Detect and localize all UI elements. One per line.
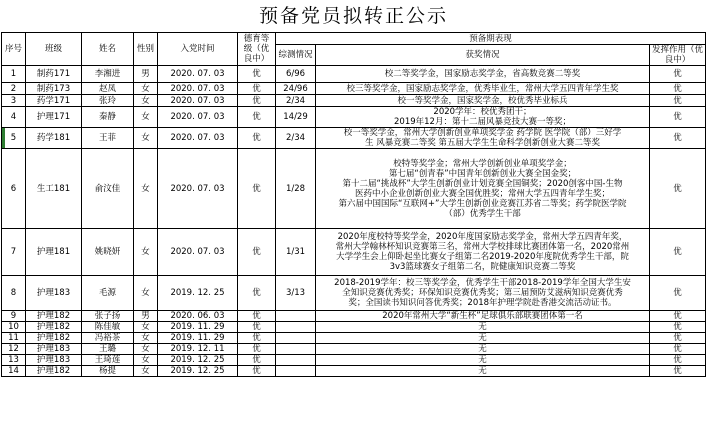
award-line: 第六届中国国际“互联网+”大学生创新创业竞赛江苏省二等奖；药学院医学院: [338, 198, 627, 209]
cell-role[interactable]: 优: [650, 107, 706, 128]
cell-role[interactable]: 优: [650, 83, 706, 95]
award-line: 全知识竞赛优秀奖；环保知识竞赛优秀奖；第三届预防艾滋病知识竞赛优秀: [342, 288, 623, 298]
table-row: [2, 366, 706, 377]
cell-role[interactable]: 优: [650, 366, 706, 377]
header-gender: 性别: [134, 33, 158, 66]
header-no: 序号: [2, 33, 26, 66]
award-line: 2020年常州大学“新生杯”足球俱乐部联赛团体第一名: [382, 311, 583, 321]
cell-moral[interactable]: 优: [238, 229, 276, 276]
cell-name[interactable]: 张玲: [82, 95, 134, 107]
cell-awards[interactable]: [316, 83, 650, 95]
cell-rank[interactable]: 3/13: [276, 276, 316, 311]
award-line: 无: [478, 333, 487, 343]
award-line: 第十二届“挑战杯”大学生创新创业计划竞赛全国铜奖；2020创客中国-生物: [342, 178, 623, 189]
cell-no[interactable]: 14: [2, 366, 26, 377]
cell-name[interactable]: 俞汶佳: [82, 149, 134, 229]
cell-class[interactable]: 生工181: [26, 149, 82, 229]
award-line: 校特等奖学金；常州大学创新创业单项奖学金；: [393, 158, 572, 169]
cell-date[interactable]: 2020. 07. 03: [158, 128, 238, 149]
cell-gender[interactable]: 女: [134, 95, 158, 107]
award-line: 生 风暴竞赛二等奖 第五届大学生生命科学创新创业大赛二等奖: [365, 138, 600, 148]
cell-no[interactable]: 10: [2, 322, 26, 333]
cell-rank[interactable]: 1/31: [276, 229, 316, 276]
cell-gender[interactable]: 女: [134, 344, 158, 355]
table-row: [2, 107, 706, 128]
cell-no[interactable]: 5: [2, 128, 26, 149]
cell-gender[interactable]: 女: [134, 128, 158, 149]
table-row: [2, 83, 706, 95]
cell-date[interactable]: 2019. 11. 29: [158, 322, 238, 333]
cell-moral[interactable]: 优: [238, 128, 276, 149]
cell-no[interactable]: 8: [2, 276, 26, 311]
header-rank: 综测情况: [276, 45, 316, 66]
table-row: [2, 66, 706, 83]
cell-class[interactable]: 护理181: [26, 229, 82, 276]
cell-moral[interactable]: 优: [238, 149, 276, 229]
award-line: （部）优秀学生干部: [444, 208, 521, 219]
cell-role[interactable]: 优: [650, 229, 706, 276]
cell-no[interactable]: 3: [2, 95, 26, 107]
cell-gender[interactable]: 女: [134, 322, 158, 333]
award-line: 2020学年：校优秀团干；: [433, 107, 532, 117]
cell-gender[interactable]: 女: [134, 333, 158, 344]
cell-class[interactable]: 护理183: [26, 355, 82, 366]
cell-rank[interactable]: 2/34: [276, 128, 316, 149]
cell-date[interactable]: 2020. 07. 03: [158, 107, 238, 128]
cell-date[interactable]: 2020. 07. 03: [158, 83, 238, 95]
cell-class[interactable]: 护理171: [26, 107, 82, 128]
cell-rank[interactable]: 14/29: [276, 107, 316, 128]
cell-moral[interactable]: 优: [238, 333, 276, 344]
cell-moral[interactable]: 优: [238, 355, 276, 366]
header-prep-perf: 预备期表现: [276, 33, 706, 45]
cell-role[interactable]: 优: [650, 355, 706, 366]
table-row: [2, 322, 706, 333]
cell-date[interactable]: 2020. 07. 03: [158, 229, 238, 276]
cell-moral[interactable]: 优: [238, 107, 276, 128]
award-line: 第七届“创青春”中国青年创新创业大赛全国金奖；: [388, 168, 577, 179]
cell-name[interactable]: 王璐: [82, 344, 134, 355]
cell-role[interactable]: 优: [650, 149, 706, 229]
award-line: 无: [478, 344, 487, 354]
cell-role[interactable]: 优: [650, 66, 706, 83]
award-line: 大学学生会上仰卧起坐比赛女子组第二名2019-2020年度院优秀学生干部，院: [336, 252, 629, 262]
cell-gender[interactable]: 男: [134, 311, 158, 322]
cell-class[interactable]: 护理182: [26, 311, 82, 322]
cell-name[interactable]: 杨提: [82, 366, 134, 377]
page-title: 预备党员拟转正公示: [258, 5, 448, 27]
table-row: [2, 311, 706, 322]
table-row: [2, 344, 706, 355]
cell-awards[interactable]: [316, 128, 650, 149]
cell-role[interactable]: 优: [650, 322, 706, 333]
cell-rank[interactable]: 24/96: [276, 83, 316, 95]
cell-moral[interactable]: 优: [238, 95, 276, 107]
cell-date[interactable]: 2019. 11. 29: [158, 333, 238, 344]
cell-name[interactable]: 王琦莲: [82, 355, 134, 366]
cell-name[interactable]: 张子扬: [82, 311, 134, 322]
cell-gender[interactable]: 女: [134, 355, 158, 366]
cell-no[interactable]: 12: [2, 344, 26, 355]
cell-gender[interactable]: 男: [134, 66, 158, 83]
cell-gender[interactable]: 女: [134, 107, 158, 128]
cell-no[interactable]: 9: [2, 311, 26, 322]
cell-awards[interactable]: [316, 95, 650, 107]
award-line: 2019年12月：第十二届风暴竞技大赛一等奖；: [394, 117, 571, 127]
table-row: [2, 333, 706, 344]
cell-date[interactable]: 2020. 06. 03: [158, 311, 238, 322]
cell-date[interactable]: 2020. 07. 03: [158, 66, 238, 83]
cell-date[interactable]: 2019. 12. 25: [158, 366, 238, 377]
cell-role[interactable]: 优: [650, 311, 706, 322]
cell-class[interactable]: 护理182: [26, 366, 82, 377]
header-awards: 获奖情况: [316, 45, 650, 66]
cell-moral[interactable]: 优: [238, 344, 276, 355]
cell-awards[interactable]: [316, 322, 650, 333]
cell-role[interactable]: 优: [650, 128, 706, 149]
table-row: [2, 276, 706, 311]
award-line: 无: [478, 355, 487, 365]
cell-class[interactable]: 制药171: [26, 66, 82, 83]
header-join-date: 入党时间: [158, 33, 238, 66]
award-line: 无: [478, 322, 487, 332]
cell-date[interactable]: 2020. 07. 03: [158, 95, 238, 107]
cell-moral[interactable]: 优: [238, 322, 276, 333]
cell-rank[interactable]: [276, 344, 316, 355]
cell-gender[interactable]: 女: [134, 149, 158, 229]
cell-moral[interactable]: 优: [238, 311, 276, 322]
table-row: [2, 128, 706, 149]
cell-gender[interactable]: 女: [134, 366, 158, 377]
cell-class[interactable]: 护理182: [26, 322, 82, 333]
award-line: 医药中小企业创新创业大赛全国优胜奖；常州大学五四青年学生奖；: [354, 188, 610, 199]
cell-no[interactable]: 4: [2, 107, 26, 128]
cell-awards[interactable]: [316, 107, 650, 128]
cell-class[interactable]: 护理182: [26, 333, 82, 344]
cell-name[interactable]: 李湘进: [82, 66, 134, 83]
table-row: [2, 229, 706, 276]
award-line: 常州大学翰林杯知识竞赛第三名，常州大学校排球比赛团体第一名，2020常州: [335, 242, 630, 252]
cell-gender[interactable]: 女: [134, 276, 158, 311]
cell-date[interactable]: 2020. 07. 03: [158, 149, 238, 229]
table-row: [2, 149, 706, 229]
cell-awards[interactable]: [316, 149, 650, 229]
award-line: 奖；全国读书知识问答优秀奖；2018年护理学院赴香港交流活动证书。: [348, 298, 617, 308]
cell-class[interactable]: 药学181: [26, 128, 82, 149]
table-row: [2, 355, 706, 366]
cell-no[interactable]: 7: [2, 229, 26, 276]
cell-awards[interactable]: [316, 366, 650, 377]
member-table: [1, 32, 706, 377]
cell-name[interactable]: 冯裕茶: [82, 333, 134, 344]
award-line: 无: [478, 366, 487, 376]
header-moral: 德育等级（优良中）: [238, 33, 276, 66]
cell-rank[interactable]: [276, 366, 316, 377]
award-line: 3v3篮球赛女子组第二名，院健康知识竞赛二等奖: [389, 262, 576, 272]
cell-date[interactable]: 2019. 12. 11: [158, 344, 238, 355]
cell-no[interactable]: 13: [2, 355, 26, 366]
cell-no[interactable]: 11: [2, 333, 26, 344]
cell-class[interactable]: 药学171: [26, 95, 82, 107]
cell-no[interactable]: 1: [2, 66, 26, 83]
cell-date[interactable]: 2019. 12. 25: [158, 355, 238, 366]
cell-class[interactable]: 护理183: [26, 344, 82, 355]
cell-name[interactable]: 赵凤: [82, 83, 134, 95]
cell-awards[interactable]: [316, 66, 650, 83]
cell-moral[interactable]: 优: [238, 276, 276, 311]
cell-name[interactable]: 姚晓妍: [82, 229, 134, 276]
cell-rank[interactable]: [276, 322, 316, 333]
cell-role[interactable]: 优: [650, 276, 706, 311]
cell-moral[interactable]: 优: [238, 366, 276, 377]
cell-gender[interactable]: 女: [134, 229, 158, 276]
header-class: 班级: [26, 33, 82, 66]
cell-role[interactable]: 优: [650, 95, 706, 107]
cell-date[interactable]: 2019. 12. 25: [158, 276, 238, 311]
cell-name[interactable]: 秦静: [82, 107, 134, 128]
award-line: 2018-2019学年：校三等奖学金，优秀学生干部2018-2019学年全国大学生安: [334, 278, 631, 288]
cell-no[interactable]: 6: [2, 149, 26, 229]
header-name: 姓名: [82, 33, 134, 66]
award-line: 校三等奖学金，国家励志奖学金，优秀毕业生，常州大学五四青年学生奖: [346, 83, 619, 94]
cell-awards[interactable]: [316, 276, 650, 311]
cell-role[interactable]: 优: [650, 333, 706, 344]
cell-awards[interactable]: [316, 333, 650, 344]
award-line: 校一等奖学金，常州大学创新创业单项奖学金 药学院 医学院（部）三好学: [343, 128, 622, 138]
cell-class[interactable]: 制药173: [26, 83, 82, 95]
cell-rank[interactable]: 1/28: [276, 149, 316, 229]
cell-role[interactable]: 优: [650, 344, 706, 355]
cell-moral[interactable]: 优: [238, 83, 276, 95]
header-role: 发挥作用（优良中）: [650, 45, 706, 66]
cell-awards[interactable]: [316, 344, 650, 355]
cell-rank[interactable]: [276, 355, 316, 366]
cell-gender[interactable]: 女: [134, 83, 158, 95]
cell-moral[interactable]: 优: [238, 66, 276, 83]
cell-awards[interactable]: [316, 229, 650, 276]
award-line: 校二等奖学金，国家励志奖学金，省高数竞赛二等奖: [384, 69, 581, 79]
cell-class[interactable]: 护理183: [26, 276, 82, 311]
cell-rank[interactable]: [276, 333, 316, 344]
cell-name[interactable]: 毛源: [82, 276, 134, 311]
cell-rank[interactable]: 6/96: [276, 66, 316, 83]
cell-awards[interactable]: [316, 355, 650, 366]
cell-rank[interactable]: [276, 311, 316, 322]
cell-no[interactable]: 2: [2, 83, 26, 95]
cell-name[interactable]: 陈佳敏: [82, 322, 134, 333]
award-line: 2020年度校特等奖学金，2020年度国家励志奖学金，常州大学五四青年奖，: [337, 232, 628, 242]
cell-rank[interactable]: 2/34: [276, 95, 316, 107]
header-row-1: [2, 33, 706, 45]
award-line: 校一等奖学金，国家奖学金，校优秀毕业标兵: [397, 95, 568, 106]
cell-name[interactable]: 王菲: [82, 128, 134, 149]
cell-awards[interactable]: [316, 311, 650, 322]
table-row: [2, 95, 706, 107]
